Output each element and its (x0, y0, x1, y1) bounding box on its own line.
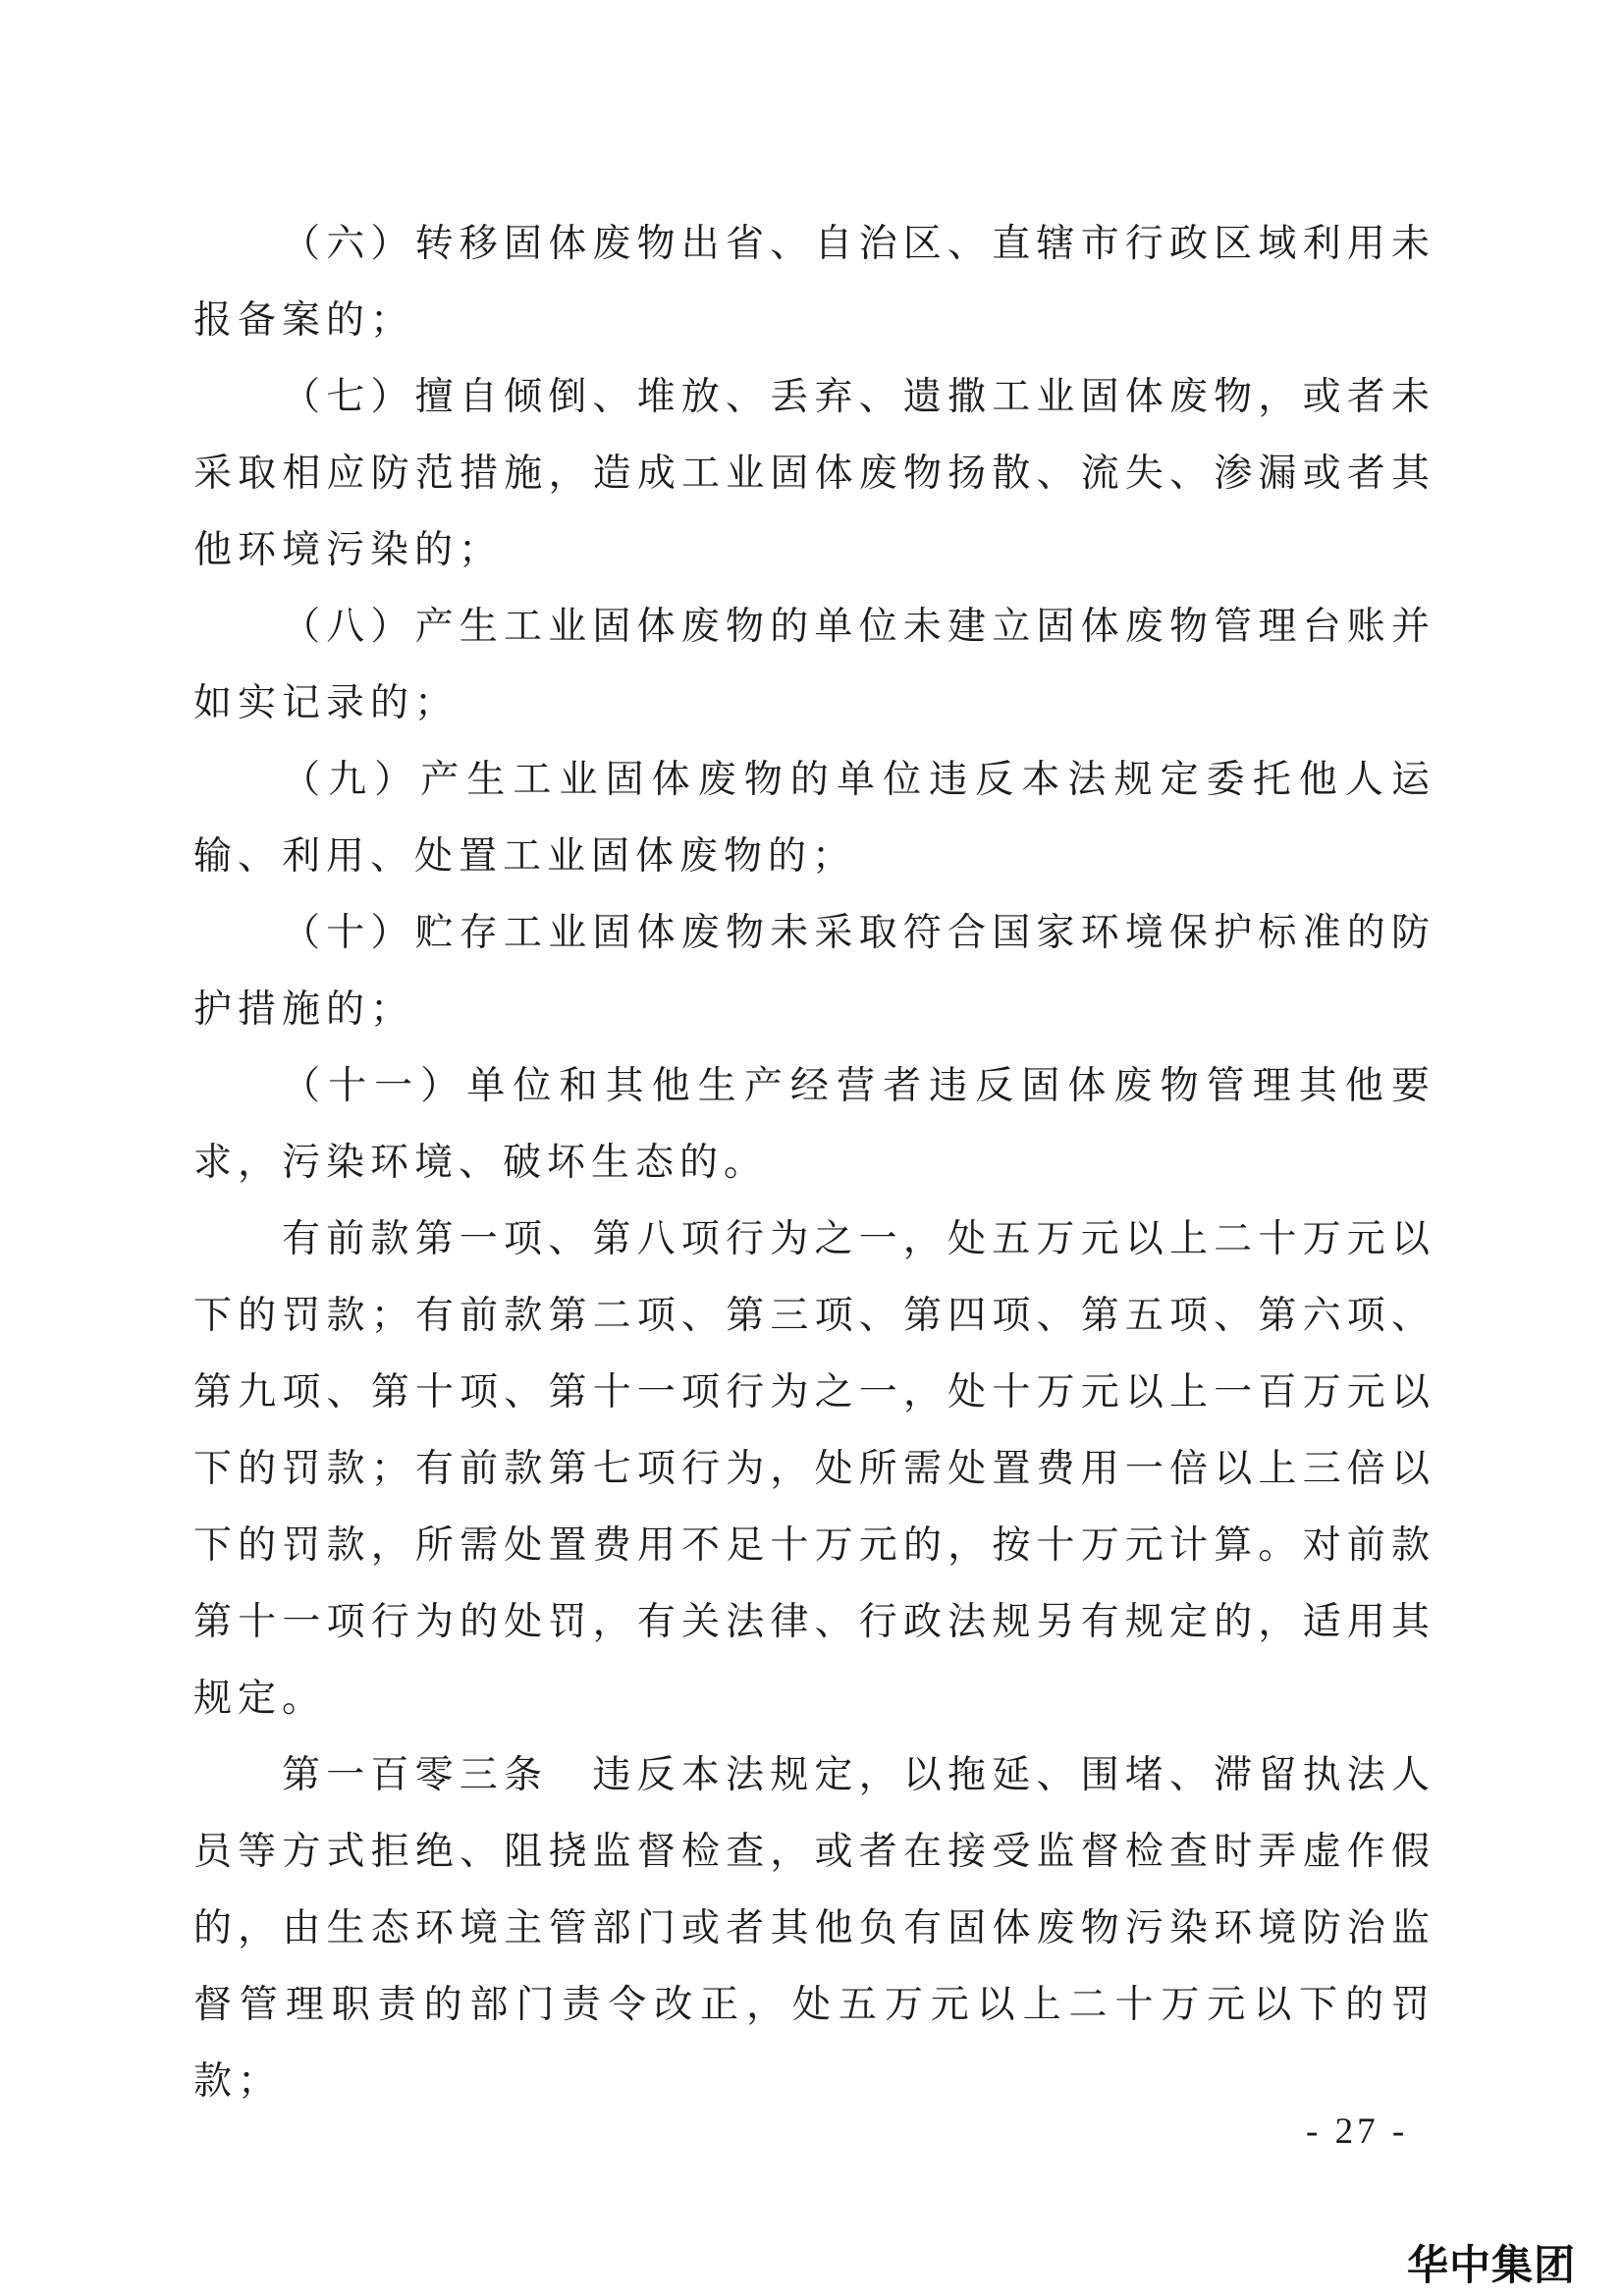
paragraph-item-6: （六）转移固体废物出省、自治区、直辖市行政区域利用未报备案的； (193, 222, 1435, 343)
paragraph-item-10: （十）贮存工业固体废物未采取符合国家环境保护标准的防护措施的； (193, 911, 1435, 1032)
paragraph-item-7: （七）擅自倾倒、堆放、丢弃、遗撒工业固体废物，或者未采取相应防范措施，造成工业固体废物扬散、流失、渗漏或者其他环境污染的； (193, 375, 1435, 572)
document-body (193, 206, 1435, 2120)
paragraph-item-9: （九）产生工业固体废物的单位违反本法规定委托他人运输、利用、处置工业固体废物的； (193, 758, 1435, 879)
paragraph-item-11: （十一）单位和其他生产经营者违反固体废物管理其他要求，污染环境、破坏生态的。 (193, 1064, 1435, 1185)
paragraph-item-8: （八）产生工业固体废物的单位未建立固体废物管理台账并如实记录的； (193, 605, 1435, 725)
page-number: - 27 - (1306, 2111, 1409, 2152)
watermark-logo: 华中集团 (1407, 2241, 1577, 2289)
penalty-paragraph: 有前款第一项、第八项行为之一，处五万元以上二十万元以下的罚款；有前款第二项、第三项、第四项、第五项、第六项、第九项、第十项、第十一项行为之一，处十万元以上一百万元以下的罚款；有前款第七项行为，处所需处置费用一倍以上三倍以下的罚款，所需处置费用不足十万元的，按十万元计算。对前款第十一项行为的处罚，有关法律、行政法规另有规定的，适用其规定。 (193, 1217, 1435, 1721)
article-103-paragraph: 第一百零三条 违反本法规定，以拖延、围堵、滞留执法人员等方式拒绝、阻挠监督检查，或者在接受监督检查时弄虚作假的，由生态环境主管部门或者其他负有固体废物污染环境防治监督管理职责的部门责令改正，处五万元以上二十万元以下的罚款； (193, 1753, 1435, 2104)
